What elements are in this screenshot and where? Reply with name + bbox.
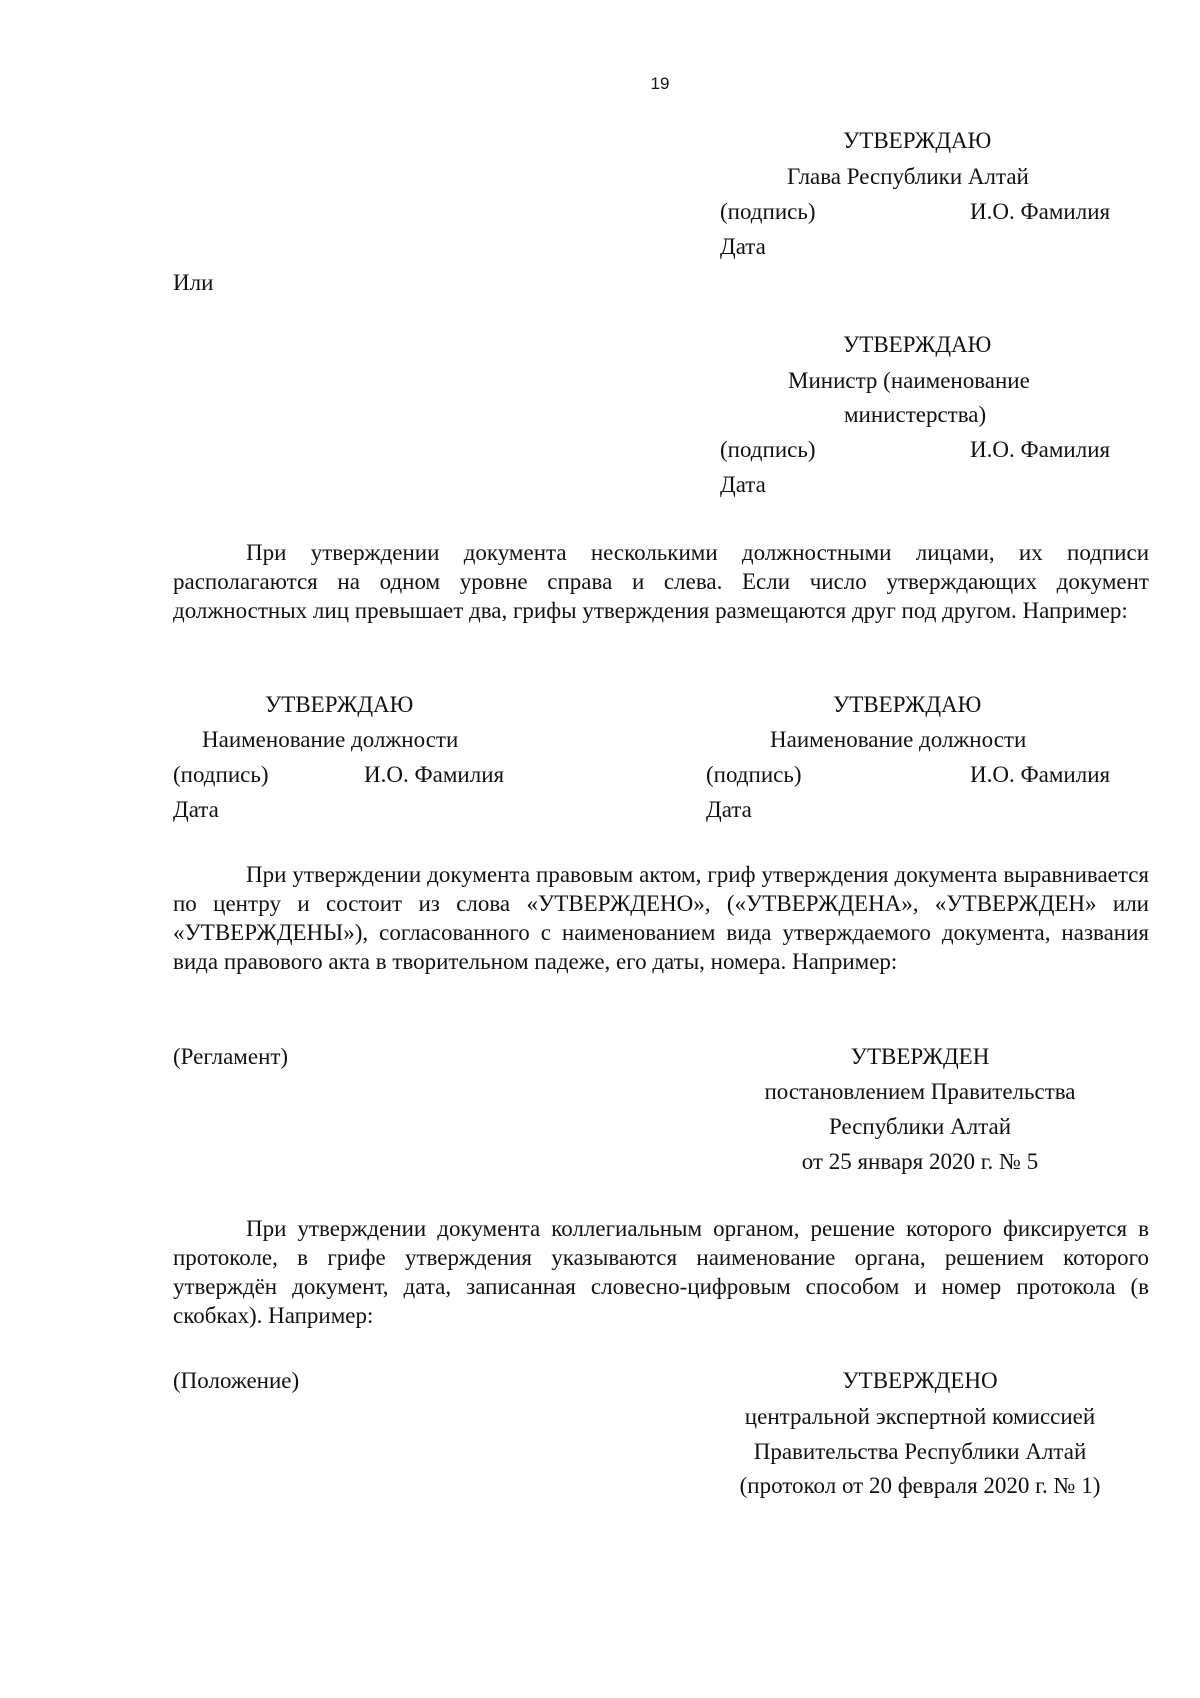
stamp1-heading: УТВЕРЖДАЮ xyxy=(843,128,992,153)
stamp-right-position: Наименование должности xyxy=(770,727,1027,752)
stamp-left-name: И.О. Фамилия xyxy=(364,762,505,787)
page-number: 19 xyxy=(650,74,670,93)
stamp1-date: Дата xyxy=(720,234,766,259)
stamp-left-heading: УТВЕРЖДАЮ xyxy=(265,692,414,717)
stamp2-position-line1: Министр (наименование xyxy=(788,368,1030,393)
stamp-pol-line2: Правительства Республики Алтай xyxy=(753,1439,1087,1464)
paragraph-3 xyxy=(173,1214,1149,1330)
paragraph-3-text: При утверждении документа коллегиальным органом, решение которого фиксируется в протоколе, в грифе утверждения указываются наименование органа, решением которого утверждён документ, дата, записанная словесно-цифровым способом и номер протокола (в скобках). Например: xyxy=(173,1216,1149,1328)
stamp-left-date: Дата xyxy=(173,797,219,822)
stamp-right-name: И.О. Фамилия xyxy=(970,762,1111,787)
stamp-reg-heading: УТВЕРЖДЕН xyxy=(850,1044,990,1069)
stamp1-name: И.О. Фамилия xyxy=(970,199,1111,224)
stamp-reg-line3: от 25 января 2020 г. № 5 xyxy=(801,1149,1039,1174)
stamp2-position-line2: министерства) xyxy=(844,402,987,427)
stamp2-heading: УТВЕРЖДАЮ xyxy=(843,332,992,357)
stamp-left-position: Наименование должности xyxy=(202,727,459,752)
stamp2-signature: (подпись) xyxy=(720,437,816,462)
stamp-pol-doc-type: (Положение) xyxy=(173,1368,300,1393)
stamp-left-signature: (подпись) xyxy=(173,762,269,787)
stamp-pol-line3: (протокол от 20 февраля 2020 г. № 1) xyxy=(739,1473,1101,1498)
stamp2-name: И.О. Фамилия xyxy=(970,437,1111,462)
stamp-reg-line2: Республики Алтай xyxy=(828,1114,1012,1139)
stamp1-position: Глава Республики Алтай xyxy=(787,164,1029,189)
stamp-pol-heading: УТВЕРЖДЕНО xyxy=(842,1368,998,1393)
stamp-pol-line1: центральной экспертной комиссией xyxy=(744,1404,1096,1429)
stamp1-signature: (подпись) xyxy=(720,199,816,224)
stamp-right-heading: УТВЕРЖДАЮ xyxy=(833,692,982,717)
stamp-right-signature: (подпись) xyxy=(706,762,802,787)
paragraph-2 xyxy=(173,860,1149,976)
stamp-reg-doc-type: (Регламент) xyxy=(173,1044,289,1069)
stamp2-date: Дата xyxy=(720,472,766,497)
paragraph-1 xyxy=(173,538,1149,625)
stamp-reg-line1: постановлением Правительства xyxy=(764,1079,1076,1104)
paragraph-2-text: При утверждении документа правовым актом, гриф утверждения документа выравнивается по центру и состоит из слова «УТВЕРЖДЕНО», («УТВЕРЖДЕНА», «УТВЕРЖДЕН» или «УТВЕРЖДЕНЫ»), согласованного с наименованием вида утверждаемого документа, названия вида правового акта в творительном падеже, его даты, номера. Например: xyxy=(173,862,1149,974)
paragraph-1-text: При утверждении документа несколькими должностными лицами, их подписи располагаются на одном уровне справа и слева. Если число утверждающих документ должностных лиц превышает два, грифы утверждения размещаются друг под другом. Например: xyxy=(173,540,1149,623)
or-label: Или xyxy=(173,270,214,295)
stamp-right-date: Дата xyxy=(706,797,752,822)
